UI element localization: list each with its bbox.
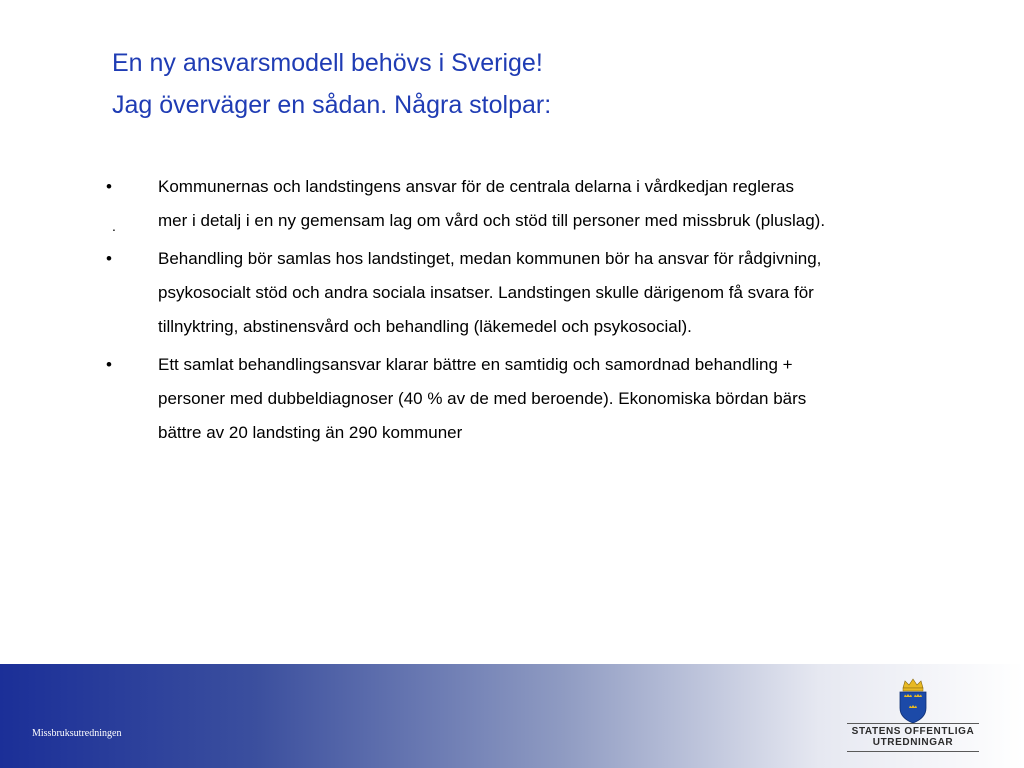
logo-text: UTREDNINGAR [872, 737, 954, 748]
bullet-text-line: Ett samlat behandlingsansvar klarar bättre en samtidig och samordnad behandling + [158, 355, 793, 374]
footer-label: Missbruksutredningen [32, 728, 122, 739]
bullet-marker: • [106, 177, 112, 196]
bullet-list [102, 170, 932, 454]
stray-dot: . [112, 218, 116, 234]
bullet-text-line: bättre av 20 landsting än 290 kommuner [158, 423, 463, 442]
bullet-text-line: Kommunernas och landstingens ansvar för de centrala delarna i vårdkedjan regleras [158, 177, 794, 196]
logo-rule [847, 723, 979, 724]
bullet-item [102, 348, 932, 450]
title-line: En ny ansvarsmodell behövs i Sverige! [112, 49, 543, 77]
title-line: Jag överväger en sådan. Några stolpar: [112, 91, 552, 119]
bullet-text-line: personer med dubbeldiagnoser (40 % av de med beroende). Ekonomiska bördan bärs [158, 389, 807, 408]
logo-text: STATENS OFFENTLIGA [851, 726, 975, 737]
bullet-text-line: mer i detalj i en ny gemensam lag om vård och stöd till personer med missbruk (pluslag). [158, 211, 826, 230]
sou-logo [845, 678, 981, 754]
logo-rule [847, 751, 979, 752]
bullet-item [102, 170, 932, 238]
bullet-text-line: tillnyktring, abstinensvård och behandling (läkemedel och psykosocial). [158, 317, 692, 336]
bullet-text-line: psykosocialt stöd och andra sociala insatser. Landstingen skulle därigenom få svara för [158, 283, 814, 302]
bullet-item [102, 242, 932, 344]
slide-title [112, 42, 932, 126]
three-crowns-emblem-icon [895, 678, 931, 724]
bullet-text-line: Behandling bör samlas hos landstinget, medan kommunen bör ha ansvar för rådgivning, [158, 249, 822, 268]
bullet-marker: • [106, 249, 112, 268]
bullet-marker: • [106, 355, 112, 374]
